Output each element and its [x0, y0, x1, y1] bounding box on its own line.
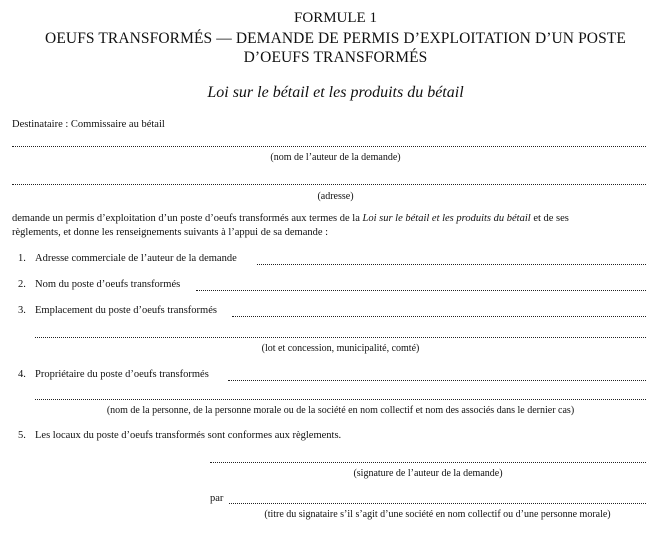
applicant-name-field[interactable]: [12, 146, 646, 147]
form-subtitle: Loi sur le bétail et les produits du bétail: [207, 84, 464, 101]
address-caption: (adresse): [317, 191, 354, 202]
form-number: FORMULE 1: [294, 10, 377, 26]
intro-line1: [12, 213, 569, 224]
form-title-line2: D’OEUFS TRANSFORMÉS: [243, 49, 428, 66]
location-field-line2[interactable]: [35, 337, 646, 338]
item-4-number: 4.: [18, 369, 26, 380]
item-1-number: 1.: [18, 253, 26, 264]
item-5-label: Les locaux du poste d’oeufs transformés sont conformes aux règlements.: [35, 430, 342, 441]
location-caption: (lot et concession, municipalité, comté): [261, 343, 420, 354]
item-2-number: 2.: [18, 279, 26, 290]
item-2-label: Nom du poste d’oeufs transformés: [35, 279, 181, 290]
location-field[interactable]: [232, 316, 646, 317]
by-label: par: [210, 493, 224, 504]
business-address-field[interactable]: [257, 264, 646, 265]
item-3-label: Emplacement du poste d’oeufs transformés: [35, 305, 217, 316]
applicant-name-caption: (nom de l’auteur de la demande): [270, 152, 401, 163]
address-field[interactable]: [12, 184, 646, 185]
signature-caption: (signature de l’auteur de la demande): [353, 468, 503, 479]
signatory-caption: (titre du signataire s’il s’agit d’une société en nom collectif ou d’une personne morale): [264, 509, 611, 520]
intro-line2: règlements, et donne les renseignements suivants à l’appui de sa demande :: [12, 227, 329, 238]
item-5-number: 5.: [18, 430, 26, 441]
intro-text-2: et de ses: [530, 213, 569, 224]
item-4-label: Propriétaire du poste d’oeufs transformés: [35, 369, 209, 380]
form-title-line1: OEUFS TRANSFORMÉS — DEMANDE DE PERMIS D’EXPLOITATION D’UN POSTE: [45, 30, 626, 47]
item-3-number: 3.: [18, 305, 26, 316]
owner-field-line2[interactable]: [35, 399, 646, 400]
owner-field[interactable]: [228, 380, 646, 381]
station-name-field[interactable]: [196, 290, 646, 291]
intro-text-1: demande un permis d’exploitation d’un poste d’oeufs transformés aux termes de la: [12, 213, 363, 224]
signature-field[interactable]: [210, 462, 646, 463]
addressee: Destinataire : Commissaire au bétail: [12, 119, 165, 130]
owner-caption: (nom de la personne, de la personne morale ou de la société en nom collectif et nom des associés dans le dernier cas): [106, 405, 575, 416]
signatory-title-field[interactable]: [229, 503, 646, 504]
intro-law-title: Loi sur le bétail et les produits du bétail: [362, 213, 531, 224]
item-1-label: Adresse commerciale de l’auteur de la demande: [35, 253, 237, 264]
